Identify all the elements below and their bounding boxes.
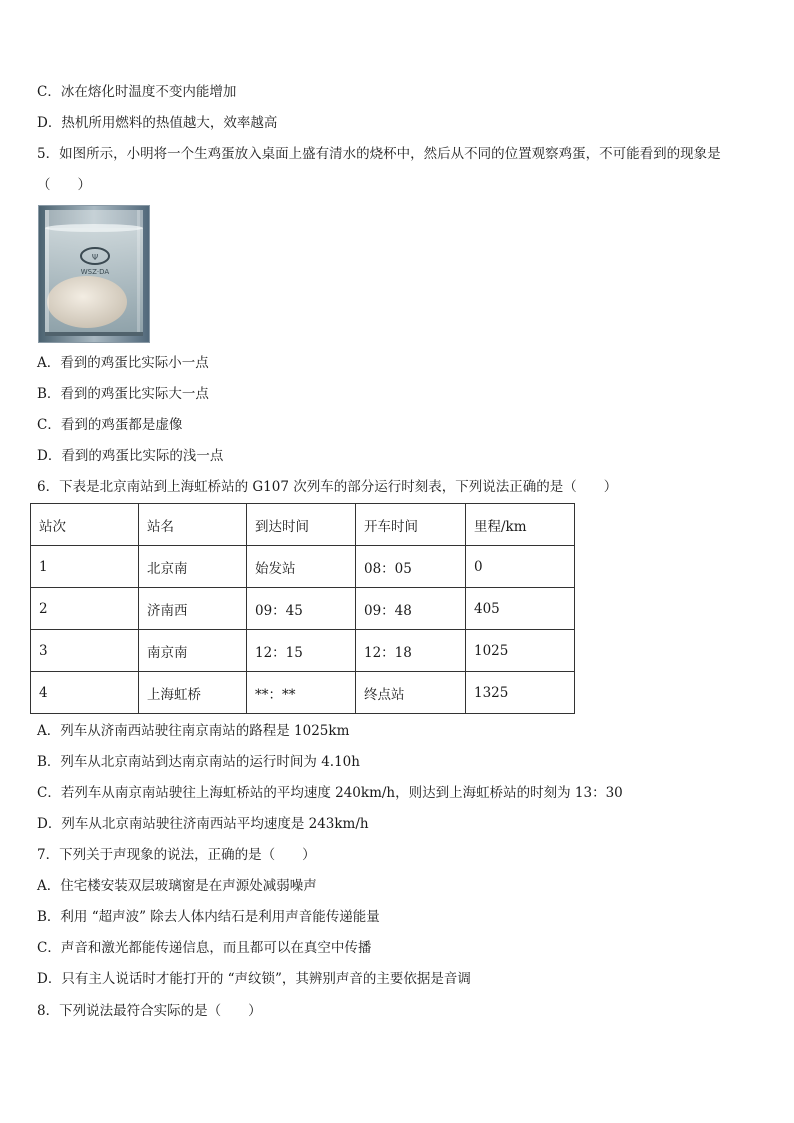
table-cell: 2	[31, 588, 139, 630]
q4-option-c: C．冰在熔化时温度不变内能增加	[37, 84, 237, 100]
beaker-egg-illustration	[39, 206, 149, 342]
table-cell: 北京南	[139, 546, 247, 588]
table-cell: 3	[31, 630, 139, 672]
beaker-egg-photo	[38, 205, 150, 343]
q6-option-a: A．列车从济南西站驶往南京南站的路程是 1025km	[37, 723, 350, 739]
table-row	[31, 588, 575, 630]
q6-stem: 6．下表是北京南站到上海虹桥站的 G107 次列车的部分运行时刻表，下列说法正确的是（ ）	[37, 479, 618, 495]
table-cell: 09：48	[356, 588, 466, 630]
q8-stem: 8．下列说法最符合实际的是（ ）	[37, 1003, 262, 1019]
q4-option-d: D．热机所用燃料的热值越大，效率越高	[37, 115, 278, 131]
q5-option-b: B．看到的鸡蛋比实际大一点	[37, 386, 209, 402]
table-row	[31, 672, 575, 714]
table-cell: 济南西	[139, 588, 247, 630]
table-header-cell: 开车时间	[356, 504, 466, 546]
train-timetable	[30, 503, 575, 714]
table-cell: 12：15	[247, 630, 356, 672]
q5-option-a: A．看到的鸡蛋比实际小一点	[37, 355, 209, 371]
q7-stem: 7．下列关于声现象的说法，正确的是（ ）	[37, 847, 316, 863]
q5-option-d: D．看到的鸡蛋比实际的浅一点	[37, 448, 224, 464]
q6-option-c: C．若列车从南京南站驶往上海虹桥站的平均速度 240km/h，则达到上海虹桥站的时刻为 13：30	[37, 785, 623, 801]
q5-paren: （ ）	[37, 177, 91, 193]
table-cell: 4	[31, 672, 139, 714]
table-row	[31, 546, 575, 588]
q5-stem: 5．如图所示，小明将一个生鸡蛋放入桌面上盛有清水的烧杯中，然后从不同的位置观察鸡蛋，不可能看到的现象是	[37, 146, 721, 162]
table-header-cell: 站次	[31, 504, 139, 546]
q6-option-b: B．列车从北京南站到达南京南站的运行时间为 4.10h	[37, 754, 360, 770]
svg-text:Ψ: Ψ	[91, 253, 99, 262]
q7-option-d: D．只有主人说话时才能打开的 “声纹锁”，其辨别声音的主要依据是音调	[37, 971, 471, 987]
table-cell: 南京南	[139, 630, 247, 672]
table-cell: 0	[466, 546, 575, 588]
table-cell: 12：18	[356, 630, 466, 672]
q6-option-d: D．列车从北京南站驶往济南西站平均速度是 243km/h	[37, 816, 369, 832]
table-cell: 08：05	[356, 546, 466, 588]
table-cell: 405	[466, 588, 575, 630]
table-cell: 1025	[466, 630, 575, 672]
table-cell: 09：45	[247, 588, 356, 630]
q7-option-c: C．声音和激光都能传递信息，而且都可以在真空中传播	[37, 940, 372, 956]
q7-option-b: B．利用 “超声波” 除去人体内结石是利用声音能传递能量	[37, 909, 380, 925]
table-header-cell: 站名	[139, 504, 247, 546]
q5-option-c: C．看到的鸡蛋都是虚像	[37, 417, 183, 433]
table-cell: **：**	[247, 672, 356, 714]
table-header-row	[31, 504, 575, 546]
table-cell: 始发站	[247, 546, 356, 588]
photo-label: WSZ·DA	[80, 268, 110, 276]
table-cell: 终点站	[356, 672, 466, 714]
table-cell: 1325	[466, 672, 575, 714]
table-header-cell: 到达时间	[247, 504, 356, 546]
table-cell: 上海虹桥	[139, 672, 247, 714]
table-cell: 1	[31, 546, 139, 588]
q7-option-a: A．住宅楼安装双层玻璃窗是在声源处减弱噪声	[37, 878, 317, 894]
table-header-cell: 里程/km	[466, 504, 575, 546]
table-row	[31, 630, 575, 672]
